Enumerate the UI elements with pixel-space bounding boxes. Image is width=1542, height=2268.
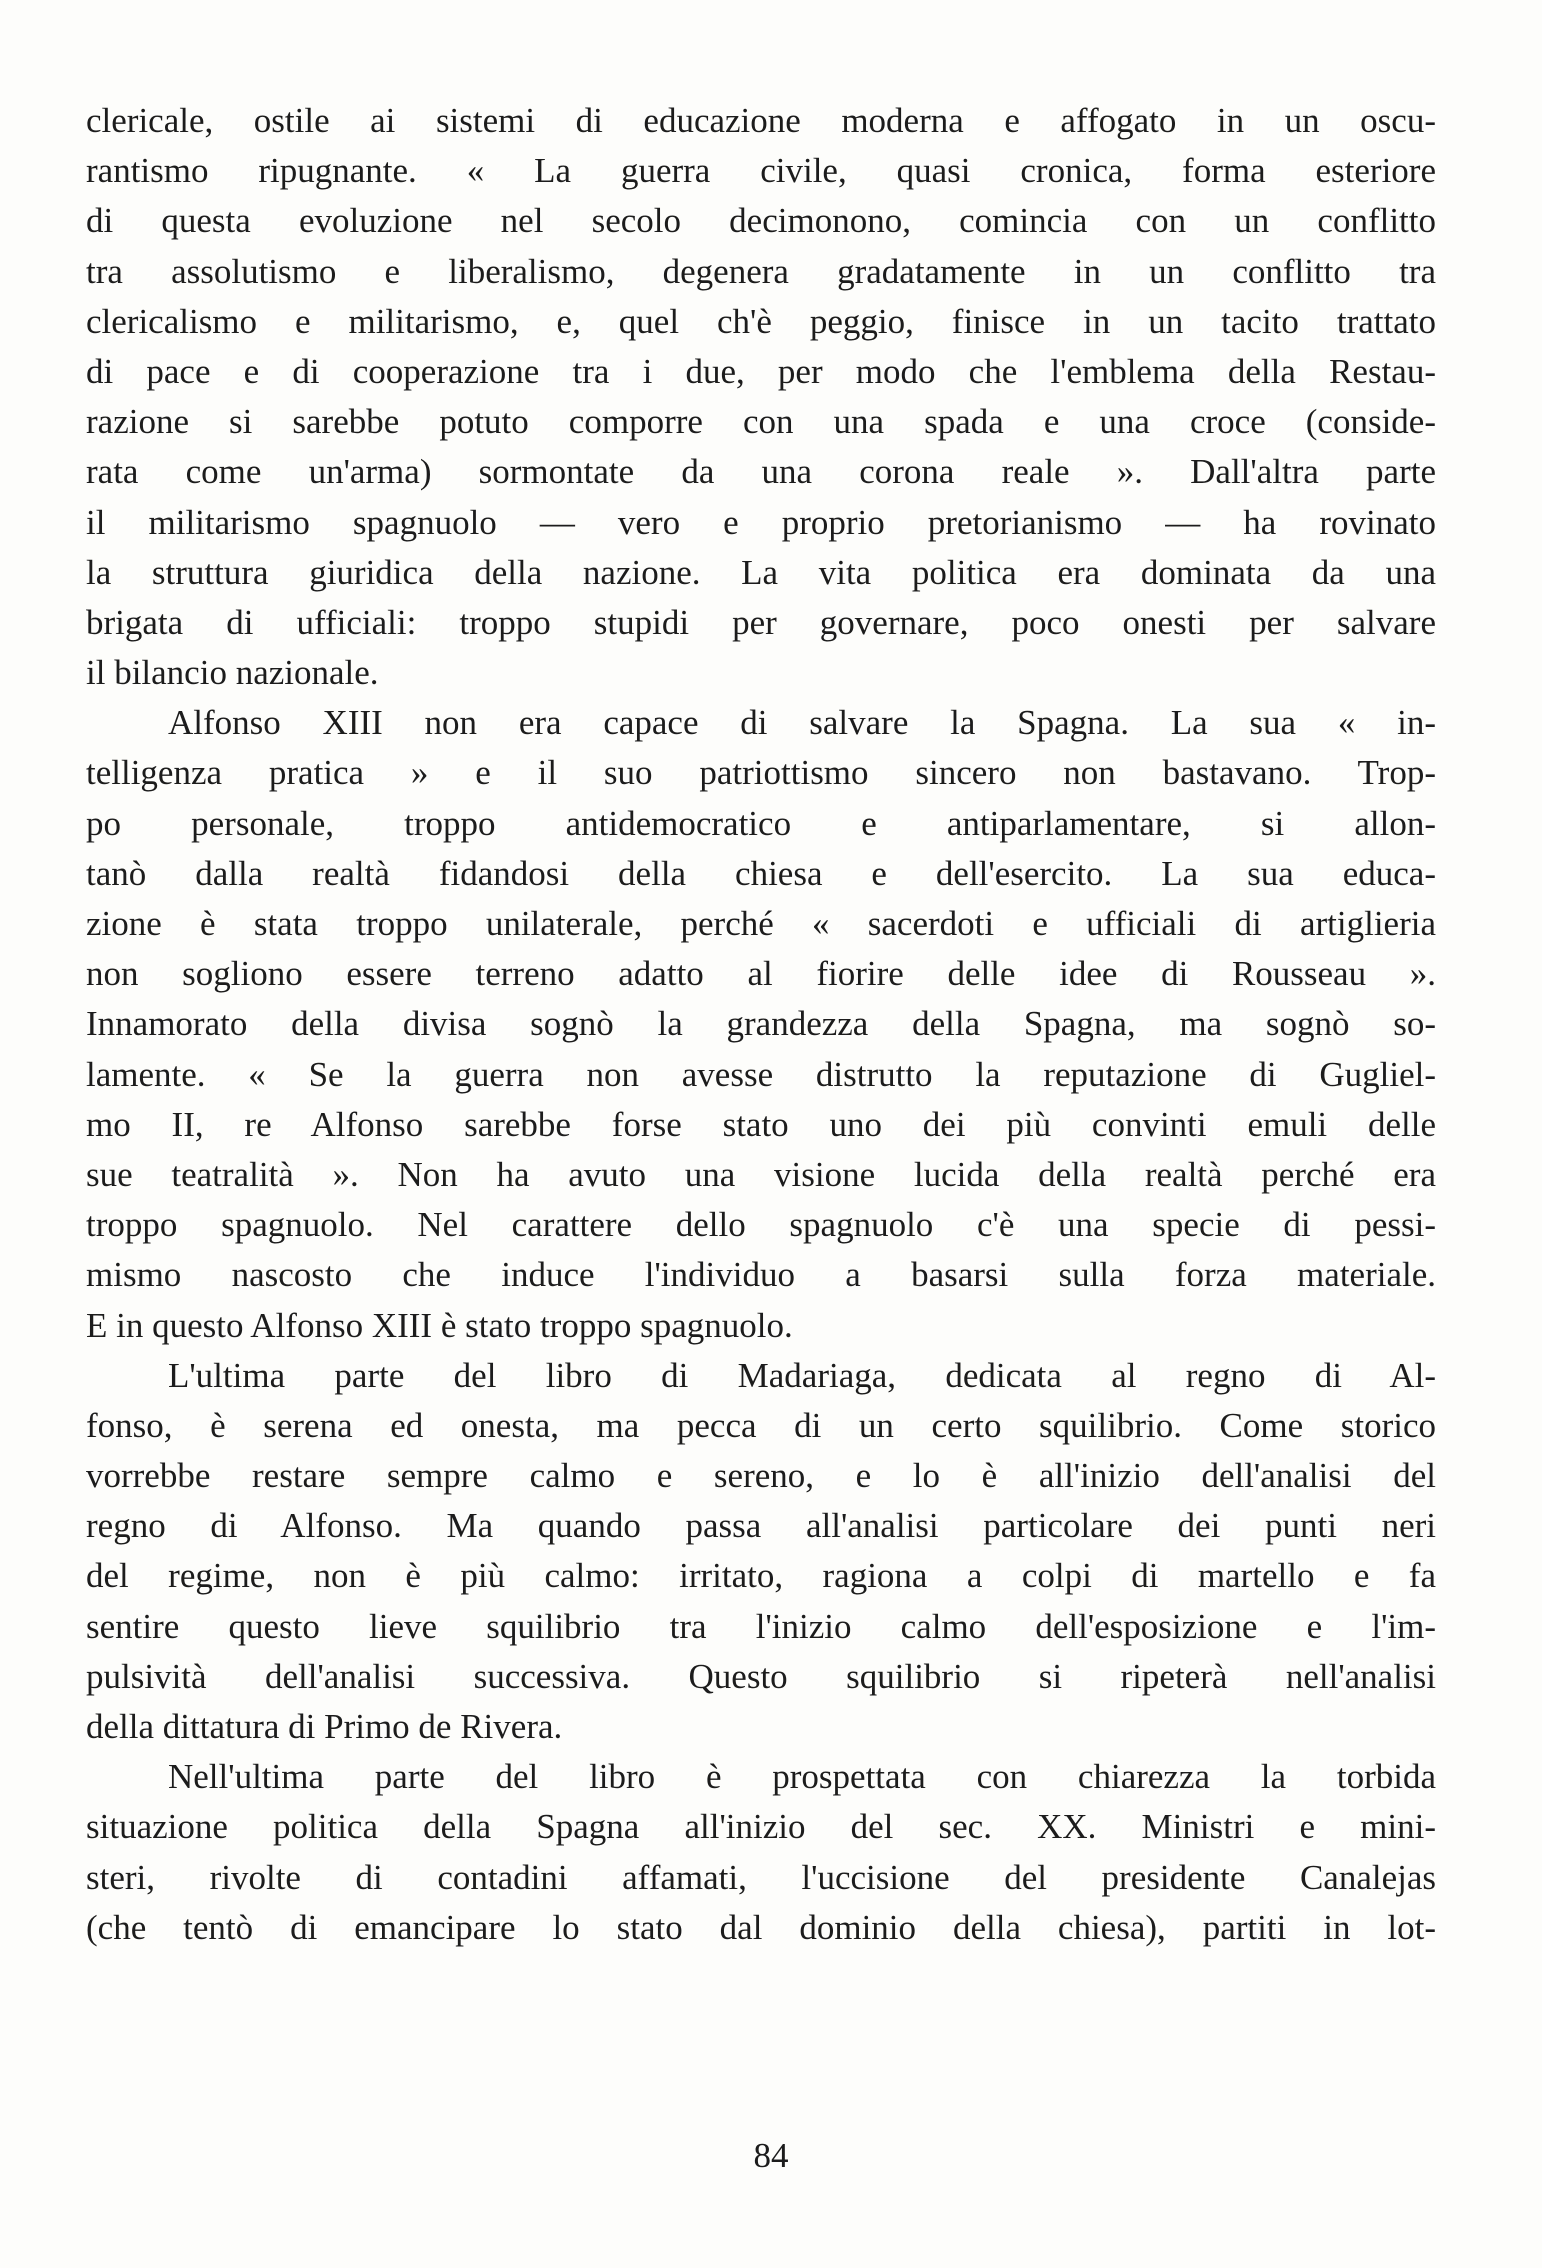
text-line: (che tentò di emancipare lo stato dal dominio della chiesa), partiti in lot-	[86, 1907, 1436, 1947]
text-line: sentire questo lieve squilibrio tra l'inizio calmo dell'esposizione e l'im-	[86, 1606, 1436, 1646]
text-line: sue teatralità ». Non ha avuto una visione lucida della realtà perché era	[86, 1154, 1436, 1194]
paragraph-last-line: E in questo Alfonso XIII è stato troppo spagnuolo.	[86, 1305, 793, 1345]
text-line: pulsività dell'analisi successiva. Questo squilibrio si ripeterà nell'analisi	[86, 1656, 1436, 1696]
text-line: clericale, ostile ai sistemi di educazione moderna e affogato in un oscu-	[86, 101, 1436, 140]
text-line: zione è stata troppo unilaterale, perché « sacerdoti e ufficiali di artiglieria	[86, 904, 1436, 943]
text-line: steri, rivolte di contadini affamati, l'uccisione del presidente Canalejas	[86, 1857, 1436, 1897]
text-line: clericalismo e militarismo, e, quel ch'è peggio, finisce in un tacito trattato	[86, 301, 1436, 341]
text-line: brigata di ufficiali: troppo stupidi per governare, poco onesti per salvare	[86, 602, 1436, 642]
body-text	[86, 96, 1436, 1953]
page-number: 84	[753, 2136, 789, 2175]
text-line: Innamorato della divisa sognò la grandezza della Spagna, ma sognò so-	[86, 1004, 1436, 1044]
text-line: rantismo ripugnante. « La guerra civile, quasi cronica, forma esteriore	[86, 151, 1436, 191]
text-line: il militarismo spagnuolo — vero e proprio pretorianismo — ha rovinato	[86, 502, 1436, 542]
text-line: del regime, non è più calmo: irritato, ragiona a colpi di martello e fa	[86, 1556, 1436, 1596]
text-line: vorrebbe restare sempre calmo e sereno, e lo è all'inizio dell'analisi del	[86, 1456, 1436, 1496]
paragraph-last-line: il bilancio nazionale.	[86, 653, 379, 693]
text-line: rata come un'arma) sormontate da una corona reale ». Dall'altra parte	[86, 452, 1436, 492]
text-line: razione si sarebbe potuto comporre con una spada e una croce (conside-	[86, 402, 1436, 442]
text-line: fonso, è serena ed onesta, ma pecca di un certo squilibrio. Come storico	[86, 1405, 1436, 1445]
text-line: situazione politica della Spagna all'inizio del sec. XX. Ministri e mini-	[86, 1807, 1436, 1847]
text-line: po personale, troppo antidemocratico e antiparlamentare, si allon-	[86, 803, 1436, 843]
paragraph-first-line: Nell'ultima parte del libro è prospettata con chiarezza la torbida	[168, 1757, 1436, 1797]
text-line: lamente. « Se la guerra non avesse distrutto la reputazione di Gugliel-	[86, 1054, 1436, 1094]
paragraph-first-line: L'ultima parte del libro di Madariaga, dedicata al regno di Al-	[168, 1355, 1436, 1395]
text-line: la struttura giuridica della nazione. La vita politica era dominata da una	[86, 552, 1436, 592]
text-line: troppo spagnuolo. Nel carattere dello spagnuolo c'è una specie di pessi-	[86, 1205, 1436, 1245]
text-line: di pace e di cooperazione tra i due, per modo che l'emblema della Restau-	[86, 351, 1436, 391]
text-line: tra assolutismo e liberalismo, degenera gradatamente in un conflitto tra	[86, 251, 1436, 291]
text-line: telligenza pratica » e il suo patriottismo sincero non bastavano. Trop-	[86, 753, 1436, 793]
paragraph-first-line: Alfonso XIII non era capace di salvare la Spagna. La sua « in-	[168, 703, 1436, 743]
text-line: non sogliono essere terreno adatto al fiorire delle idee di Rousseau ».	[86, 954, 1436, 994]
text-line: mismo nascosto che induce l'individuo a basarsi sulla forza materiale.	[86, 1255, 1436, 1295]
paragraph-last-line: della dittatura di Primo de Rivera.	[86, 1707, 563, 1746]
text-line: regno di Alfonso. Ma quando passa all'analisi particolare dei punti neri	[86, 1506, 1436, 1546]
text-line: mo II, re Alfonso sarebbe forse stato uno dei più convinti emuli delle	[86, 1104, 1436, 1144]
text-line: di questa evoluzione nel secolo decimonono, comincia con un conflitto	[86, 201, 1436, 241]
text-line: tanò dalla realtà fidandosi della chiesa e dell'esercito. La sua educa-	[86, 853, 1436, 893]
